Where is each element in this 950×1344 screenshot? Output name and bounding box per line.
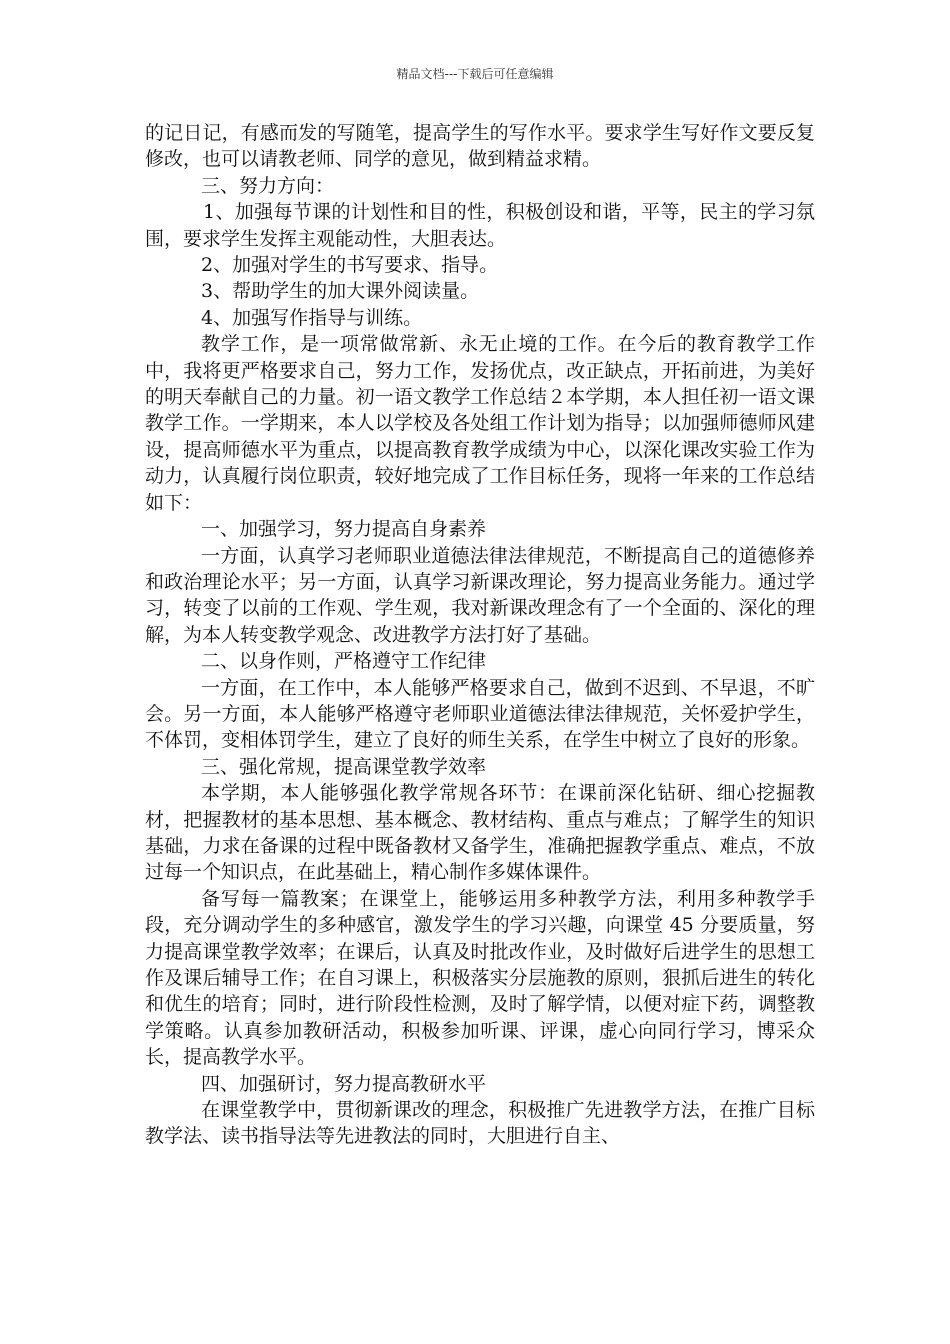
list-item: 2、加强对学生的书写要求、指导。 bbox=[201, 254, 499, 277]
paragraph: 的记日记，有感而发的写随笔，提高学生的写作水平。要求学生写好作文要反复修改，也可以请教老师、同学的意见，做到精益求精。 bbox=[145, 122, 815, 171]
paragraph: 备写每一篇教案；在课堂上，能够运用多种教学方法，利用多种教学手段，充分调动学生的多种感官，激发学生的学习兴趣，向课堂 45 分要质量，努力提高课堂教学效率；在课后，认真及时批改作业，及时做好后进学生的思想工作及课后辅导工作；在自习课上，积极落实分层施教的原则，狠抓后进生的转化和优生的培育；同时，进行阶段性检测，及时了解学情，以便对症下药，调整教学策略。认真参加教研活动，积极参加听课、评课，虚心向同行学习，博采众长，提高教学水平。 bbox=[145, 887, 815, 1069]
paragraph: 本学期，本人能够强化教学常规各环节：在课前深化钻研、细心挖掘教材，把握教材的基本思想、基本概念、教材结构、重点与难点；了解学生的知识基础，力求在备课的过程中既备教材又备学生，准确把握教学重点、难点，不放过每一个知识点，在此基础上，精心制作多媒体课件。 bbox=[145, 782, 815, 884]
document-body bbox=[145, 120, 815, 1150]
section-heading: 一、加强学习，努力提高自身素养 bbox=[201, 518, 487, 541]
section-heading: 三、努力方向： bbox=[201, 174, 335, 197]
section-heading: 三、强化常规，提高课堂教学效率 bbox=[201, 755, 487, 778]
page-header: 精品文档---下载后可任意编辑 bbox=[396, 67, 554, 81]
paragraph: 一方面，在工作中，本人能够严格要求自己，做到不迟到、不早退，不旷会。另一方面，本人能够严格遵守老师职业道德法律法律规范，关怀爱护学生，不体罚，变相体罚学生，建立了良好的师生关系，在学生中树立了良好的形象。 bbox=[145, 676, 815, 752]
paragraph: 一方面，认真学习老师职业道德法律法律规范，不断提高自己的道德修养和政治理论水平；另一方面，认真学习新课改理论，努力提高业务能力。通过学习，转变了以前的工作观、学生观，我对新课改理念有了一个全面的、深化的理解，为本人转变教学观念、改进教学方法打好了基础。 bbox=[145, 544, 815, 646]
list-item: 3、帮助学生的加大课外阅读量。 bbox=[201, 280, 480, 303]
list-item: 1、加强每节课的计划性和目的性，积极创设和谐，平等，民主的学习氛围，要求学生发挥主观能动性，大胆表达。 bbox=[145, 201, 815, 250]
list-item: 4、加强写作指导与训练。 bbox=[201, 306, 423, 329]
paragraph: 在课堂教学中，贯彻新课改的理念，积极推广先进教学方法，在推广目标教学法、读书指导法等先进教法的同时，大胆进行自主、 bbox=[145, 1099, 815, 1148]
section-heading: 四、加强研讨，努力提高教研水平 bbox=[201, 1072, 487, 1095]
section-heading: 二、以身作则，严格遵守工作纪律 bbox=[201, 650, 487, 673]
paragraph: 教学工作，是一项常做常新、永无止境的工作。在今后的教育教学工作中，我将更严格要求自己，努力工作，发扬优点，改正缺点，开拓前进，为美好的明天奉献自己的力量。初一语文教学工作总结２本学期，本人担任初一语文课教学工作。一学期来，本人以学校及各处组工作计划为指导；以加强师德师风建设，提高师德水平为重点，以提高教育教学成绩为中心，以深化课改实验工作为动力，认真履行岗位职责，较好地完成了工作目标任务，现将一年来的工作总结如下： bbox=[145, 333, 815, 514]
